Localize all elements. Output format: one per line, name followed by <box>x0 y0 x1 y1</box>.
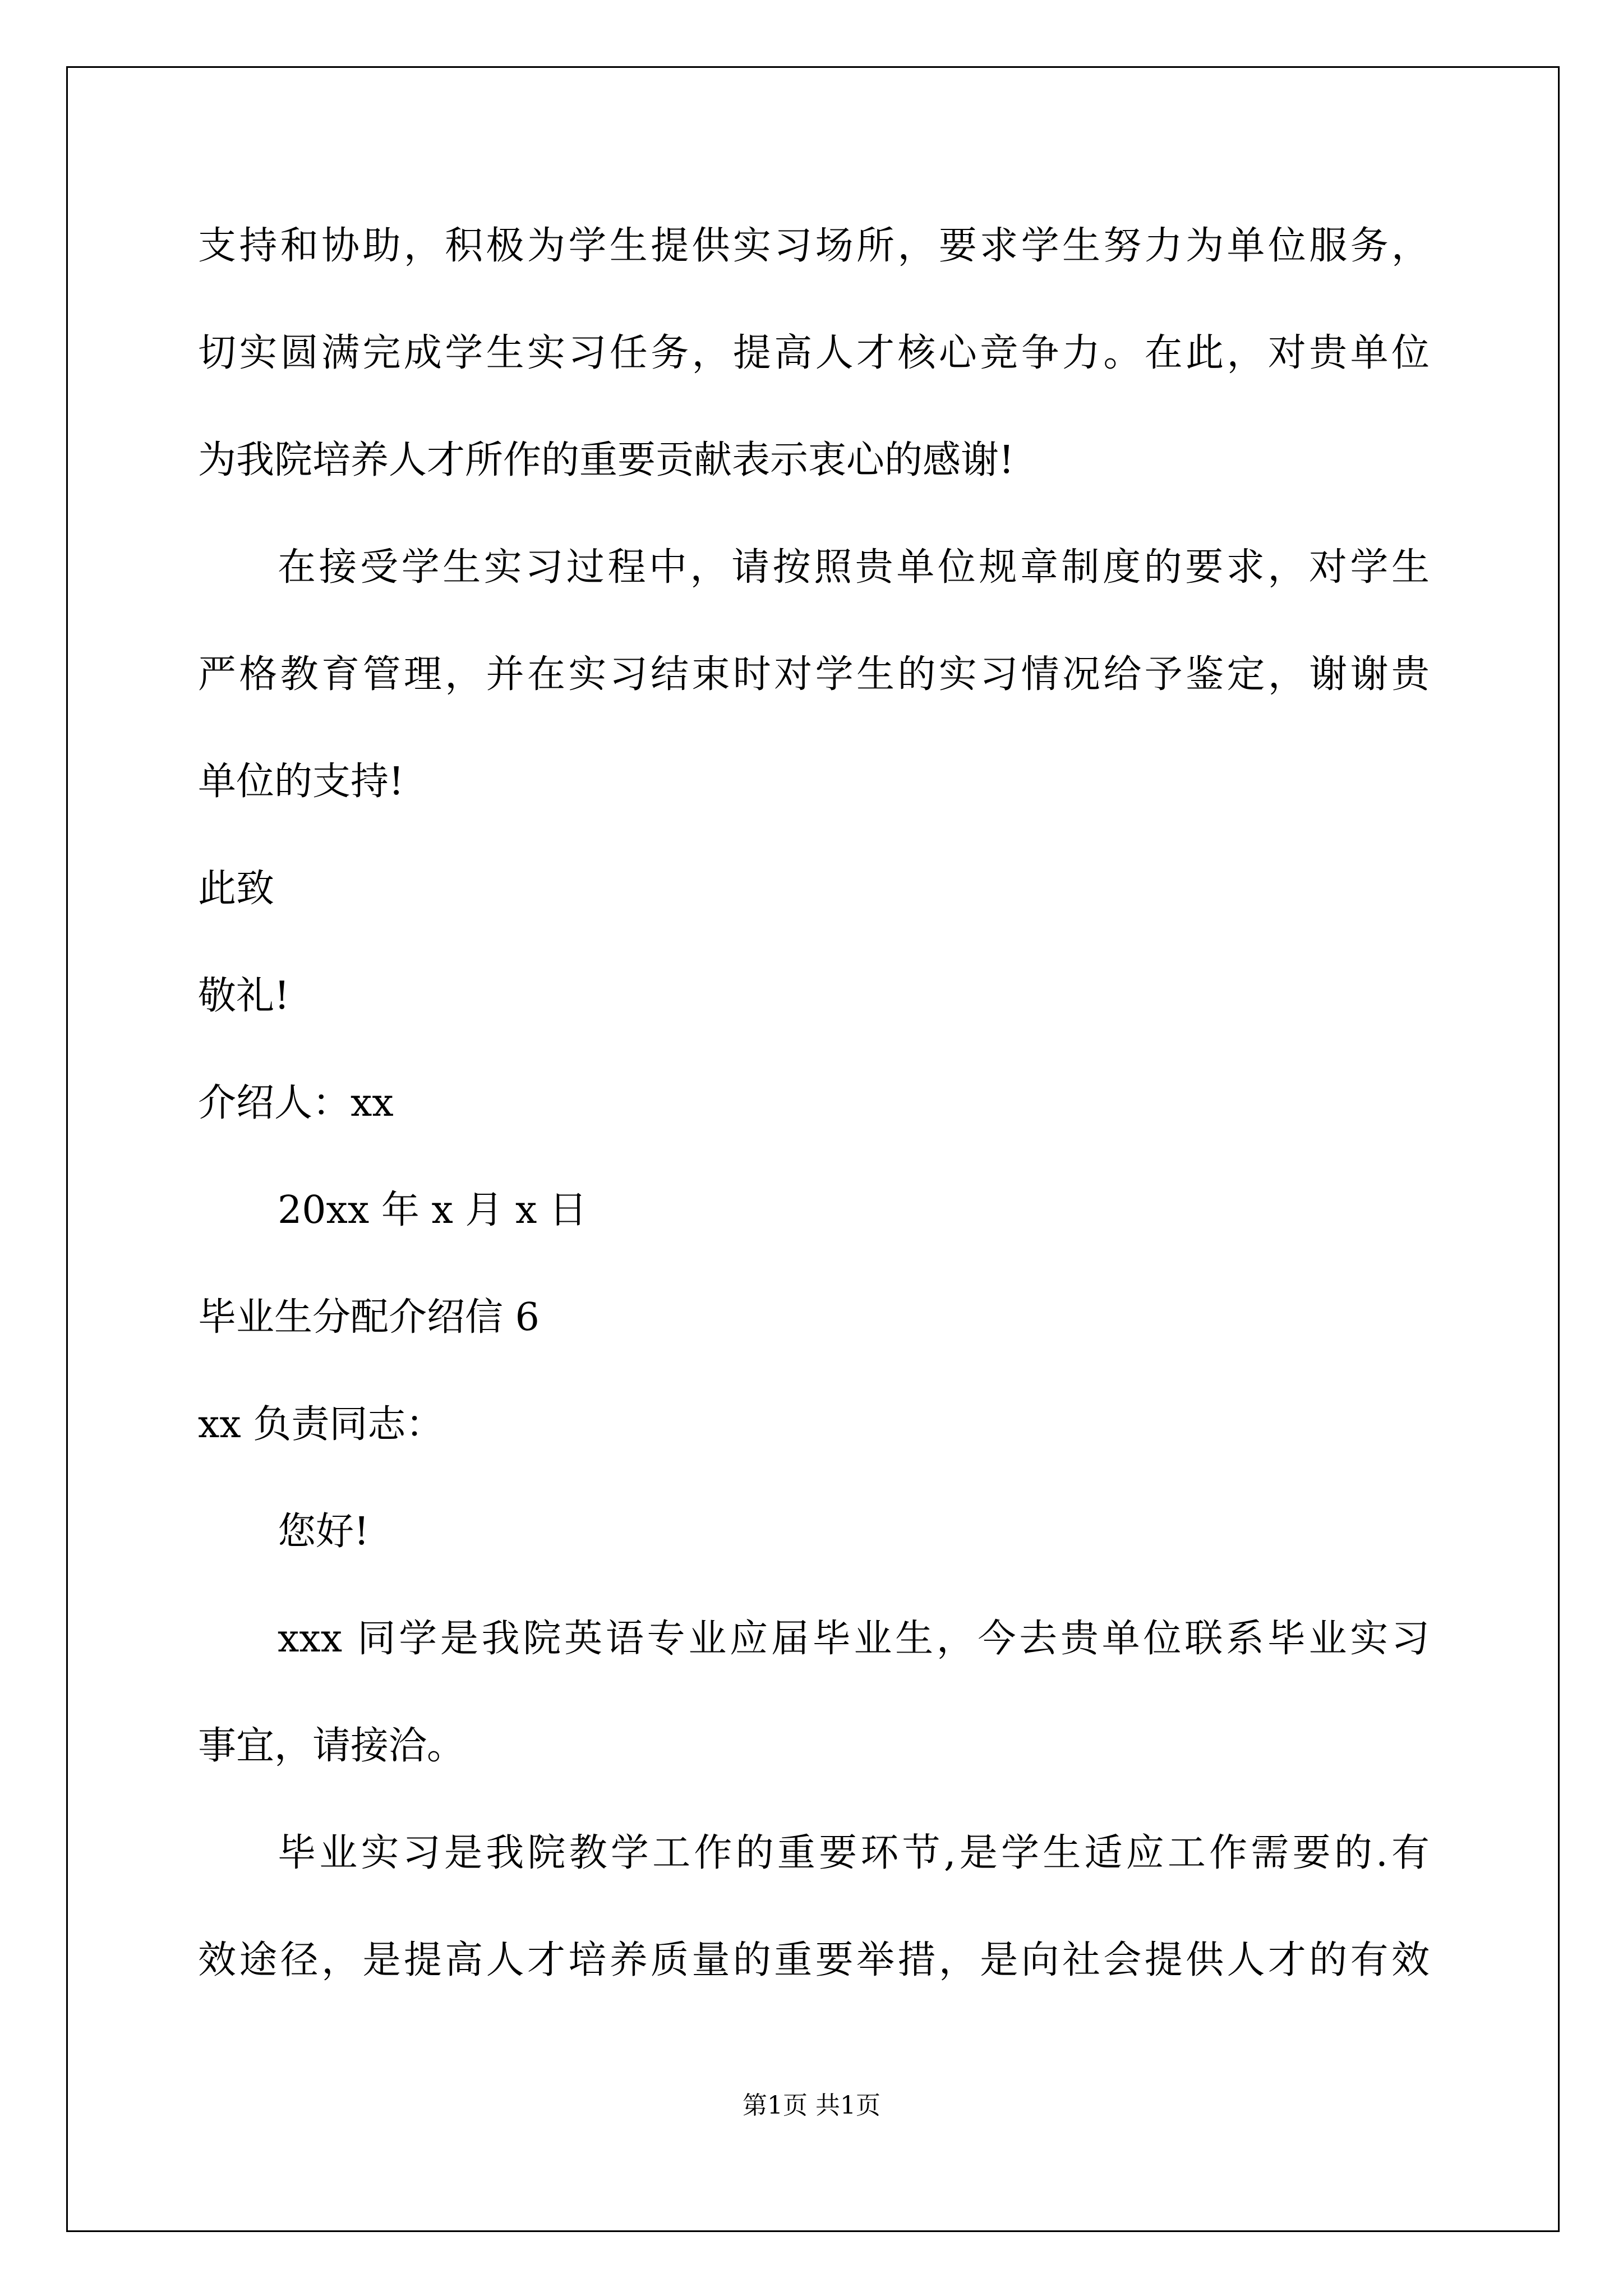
text-line: 在接受学生实习过程中，请按照贵单位规章制度的要求，对学生 <box>278 545 1430 590</box>
letter-body <box>198 192 1430 2014</box>
letter-date: 20xx 年 x 月 x 日 <box>278 1188 588 1232</box>
text-line: 切实圆满完成学生实习任务，提高人才核心竞争力。在此，对贵单位 <box>198 331 1430 375</box>
text-line: 严格教育管理，并在实习结束时对学生的实习情况给予鉴定，谢谢贵 <box>198 652 1430 697</box>
text-line: 单位的支持! <box>198 760 404 804</box>
introducer-signature: 介绍人：xx <box>198 1081 394 1125</box>
text-line: 事宜，请接洽。 <box>198 1724 465 1768</box>
text-line: 毕业实习是我院教学工作的重要环节,是学生适应工作需要的.有 <box>278 1831 1430 1875</box>
closing-regards: 敬礼! <box>198 974 290 1018</box>
text-line: 支持和协助，积极为学生提供实习场所，要求学生努力为单位服务， <box>198 224 1430 268</box>
text-line: xxx 同学是我院英语专业应届毕业生，今去贵单位联系毕业实习 <box>278 1617 1430 1661</box>
text-line: 效途径，是提高人才培养质量的重要举措，是向社会提供人才的有效 <box>198 1938 1430 1982</box>
page-number-footer: 第1页 共1页 <box>743 2091 880 2120</box>
recipient-greeting: xx 负责同志： <box>198 1402 444 1447</box>
text-line: 为我院培养人才所作的重要贡献表示衷心的感谢! <box>198 438 1015 482</box>
greeting-line: 您好! <box>278 1510 370 1554</box>
closing-salutation: 此致 <box>198 867 275 911</box>
section-heading: 毕业生分配介绍信 6 <box>198 1295 540 1340</box>
